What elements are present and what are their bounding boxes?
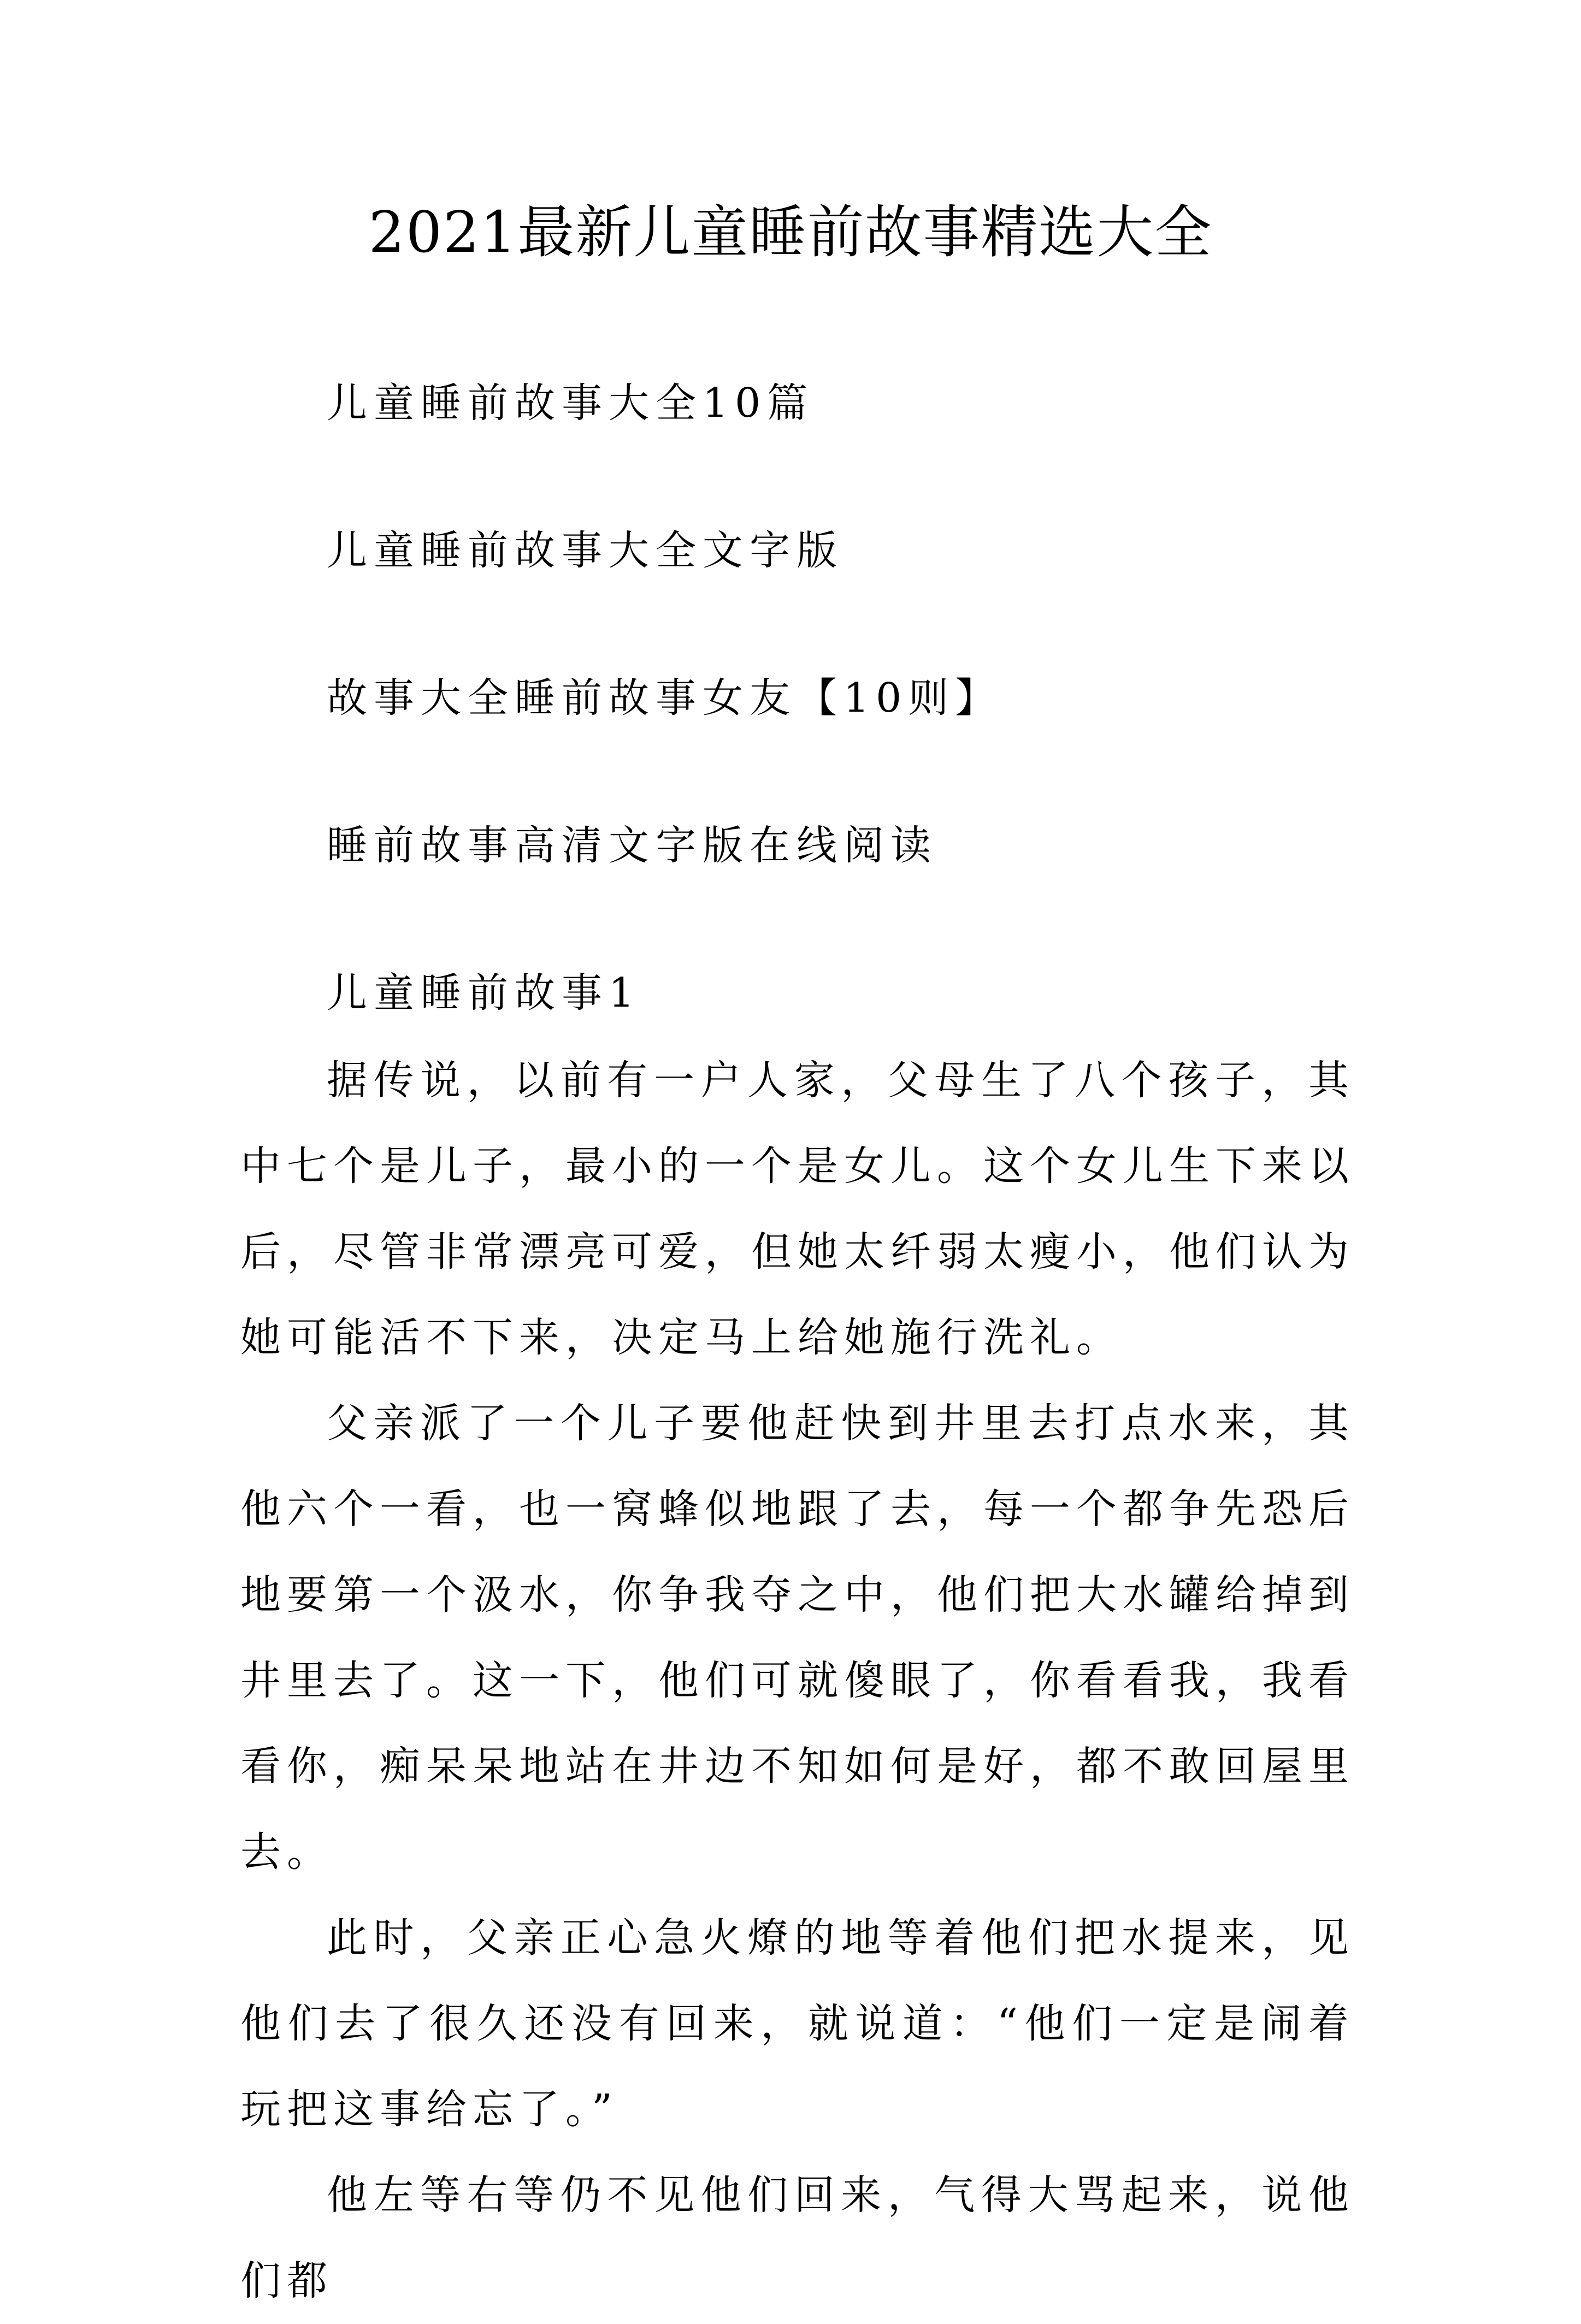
toc-item-3: 故事大全睡前故事女友【10则】 — [327, 675, 1002, 722]
toc-item-4: 睡前故事高清文字版在线阅读 — [327, 822, 937, 869]
toc-item-1: 儿童睡前故事大全10篇 — [327, 380, 815, 427]
paragraph: 据传说，以前有一户人家，父母生了八个孩子，其中七个是儿子，最小的一个是女儿。这个女儿生下来以后，尽管非常漂亮可爱，但她太纤弱太瘦小，他们认为她可能活不下来，决定马上给她施行洗礼。 — [240, 1057, 1355, 1361]
section-heading: 儿童睡前故事1 — [327, 969, 641, 1016]
story-body — [240, 1038, 1355, 2324]
paragraph: 父亲派了一个儿子要他赶快到井里去打点水来，其他六个一看，也一窝蜂似地跟了去，每一个都争先恐后地要第一个汲水，你争我夺之中，他们把大水罐给掉到井里去了。这一下，他们可就傻眼了，你看看我，我看看你，痴呆呆地站在井边不知如何是好，都不敢回屋里去。 — [240, 1400, 1355, 1876]
document-title: 2021最新儿童睡前故事精选大全 — [368, 199, 1213, 265]
paragraph: 此时，父亲正心急火燎的地等着他们把水提来，见他们去了很久还没有回来，就说道：“他们一定是闹着玩把这事给忘了。” — [240, 1914, 1355, 2133]
toc-item-2: 儿童睡前故事大全文字版 — [327, 527, 843, 574]
paragraph: 他左等右等仍不见他们回来，气得大骂起来，说他们都 — [240, 2172, 1355, 2304]
